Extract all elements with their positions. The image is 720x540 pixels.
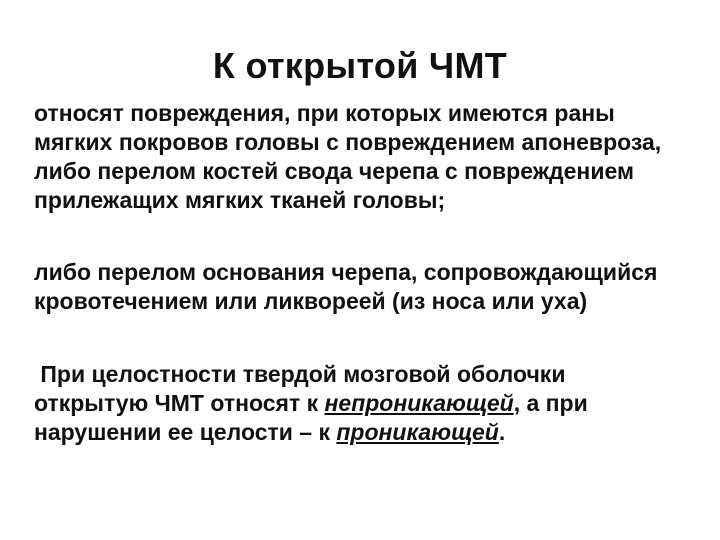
- term-penetrating: проникающей: [336, 419, 499, 445]
- term-non-penetrating: непроникающей: [324, 390, 514, 416]
- paragraph-line: [34, 389, 704, 418]
- paragraph-line: При целостности твердой мозговой оболочки: [34, 361, 566, 387]
- paragraph-line: кровотечением или ликвореей (из носа или уха): [34, 288, 588, 314]
- slide-title: К открытой ЧМТ: [212, 45, 508, 86]
- paragraph-open-tbi-definition: [34, 99, 704, 215]
- paragraph-skull-base-fracture: [34, 258, 704, 316]
- paragraph-line: либо перелом костей свода черепа с повреждением: [34, 158, 634, 184]
- paragraph-line: мягких покровов головы с повреждением апоневроза,: [34, 129, 662, 155]
- paragraph-line: относят повреждения, при которых имеются раны: [34, 100, 615, 126]
- line-text: открытую ЧМТ относят к: [34, 390, 325, 416]
- paragraph-line: либо перелом основания черепа, сопровождающийся: [34, 259, 658, 285]
- line-text: нарушении ее целости – к: [34, 419, 337, 445]
- line-text: .: [498, 419, 506, 445]
- paragraph-dura-integrity: [34, 360, 704, 447]
- paragraph-line: прилежащих мягких тканей головы;: [34, 187, 446, 213]
- paragraph-line: [34, 418, 704, 447]
- line-text: , а при: [513, 390, 588, 416]
